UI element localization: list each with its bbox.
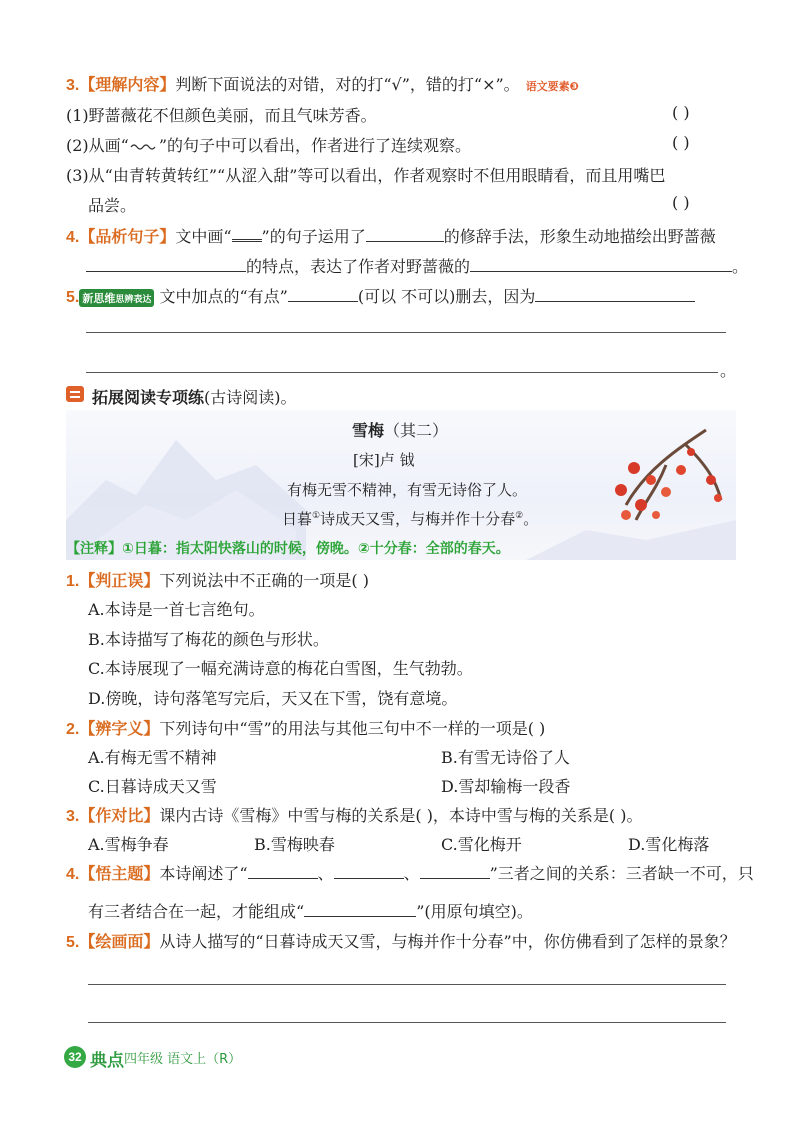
- poem-author: [宋]卢 钺: [353, 451, 415, 469]
- poem-line-blank[interactable]: [304, 901, 416, 917]
- brand-logo: 典点: [90, 1051, 124, 1071]
- question-text: 判断下面说法的对错，对的打“√”，错的打“×”。: [175, 75, 520, 94]
- q5-pre: 文中加点的“有点”: [159, 287, 288, 306]
- question-tag: 【理解内容】: [79, 77, 176, 94]
- element-blank-2[interactable]: [334, 863, 404, 879]
- option-d[interactable]: D.雪却输梅一段香: [441, 777, 571, 796]
- new-thinking-badge: 新思维思辨表达: [79, 289, 154, 307]
- question-3-header: [66, 72, 581, 95]
- poem-line-1: 有梅无雪不精神，有雪无诗俗了人。: [287, 481, 528, 499]
- answer-line[interactable]: [88, 1022, 726, 1023]
- answer-parentheses[interactable]: ( ): [672, 133, 690, 152]
- option-c[interactable]: C.日暮诗成天又雪: [88, 777, 217, 796]
- option-d[interactable]: D.雪化梅落: [628, 835, 710, 854]
- option-a[interactable]: A.本诗是一首七言绝句。: [88, 600, 265, 619]
- answer-line[interactable]: [86, 372, 718, 373]
- footer-text: 四年级 语文上（R）: [124, 1052, 242, 1067]
- q3-item-2: [66, 133, 471, 156]
- reason-blank[interactable]: [535, 286, 695, 302]
- poem-question-4: 4.【悟主题】本诗阐述了“ 、 、 ”三者之间的关系：三者缺一不可，只: [66, 864, 754, 883]
- q5-mid: (可以 不可以)删去，因为: [357, 287, 536, 306]
- option-d[interactable]: D.傍晚，诗句落笔写完后，天又在下雪，饶有意境。: [88, 689, 458, 708]
- language-element-badge: 语文要素❸: [525, 80, 580, 93]
- question-4: [66, 224, 716, 247]
- element-blank-1[interactable]: [248, 863, 318, 879]
- poem-note: 【注释】①日暮：指太阳快落山的时候，傍晚。②十分春：全部的春天。: [66, 541, 510, 557]
- q4-line2-text: 的特点，表达了作者对野蔷薇的: [246, 257, 471, 276]
- poem-title: 雪梅（其二）: [352, 421, 449, 440]
- q3-item-2-pre: (2)从画“: [66, 136, 129, 155]
- poem-line-2: 日暮①诗成天又雪，与梅并作十分春②。: [282, 510, 539, 528]
- section-title: 拓展阅读专项练(古诗阅读)。: [92, 388, 297, 407]
- poem-question-2: 2.【辨字义】下列诗句中“雪”的用法与其他三句中不一样的一项是( ): [66, 719, 546, 738]
- question-number: 4.: [66, 229, 80, 246]
- poem-question-4-line2: 有三者结合在一起，才能组成“ ”(用原句填空)。: [88, 902, 533, 921]
- question-number: 5.: [66, 289, 80, 306]
- option-a[interactable]: A.有梅无雪不精神: [88, 748, 217, 767]
- plum-branch-icon: [615, 430, 722, 520]
- double-underline-icon: [232, 226, 262, 242]
- option-c[interactable]: C.本诗展现了一幅充满诗意的梅花白雪图，生气勃勃。: [88, 659, 473, 678]
- q3-item-3-cont: 品尝。: [88, 196, 137, 215]
- can-delete-blank[interactable]: [288, 286, 358, 302]
- q4-line2: [86, 254, 748, 277]
- q5-end: 。: [720, 361, 737, 380]
- q3-item-3: (3)从“由青转黄转红”“从涩入甜”等可以看出，作者观察时不但用眼睛看，而且用嘴巴: [66, 166, 666, 185]
- option-b[interactable]: B.雪梅映春: [254, 835, 335, 854]
- q3-item-2-post: ”的句子中可以看出，作者进行了连续观察。: [158, 136, 472, 155]
- q3-item-1: (1)野蔷薇花不但颜色美丽，而且气味芳香。: [66, 106, 377, 125]
- answer-parentheses[interactable]: ( ): [672, 103, 690, 122]
- answer-line[interactable]: [88, 984, 726, 985]
- section-two-icon: [66, 386, 84, 402]
- option-b[interactable]: B.有雪无诗俗了人: [441, 748, 570, 767]
- feature-blank[interactable]: [86, 256, 246, 272]
- question-tag: 【品析句子】: [79, 229, 176, 246]
- q4-end: 。: [732, 257, 749, 276]
- q4-post: 的修辞手法，形象生动地描绘出野蔷薇: [443, 227, 716, 246]
- option-b[interactable]: B.本诗描写了梅花的颜色与形状。: [88, 630, 329, 649]
- answer-parentheses[interactable]: ( ): [672, 193, 690, 212]
- answer-line[interactable]: [86, 332, 726, 333]
- element-blank-3[interactable]: [420, 863, 490, 879]
- page-number: 32: [64, 1046, 86, 1068]
- question-number: 3.: [66, 77, 80, 94]
- q4-pre: 文中画“: [175, 227, 232, 246]
- poem-question-1: 1.【判正误】下列说法中不正确的一项是( ): [66, 571, 369, 590]
- wavy-underline-icon: [129, 142, 159, 152]
- rhetoric-blank[interactable]: [366, 226, 444, 242]
- emotion-blank[interactable]: [470, 256, 732, 272]
- q4-mid: ”的句子运用了: [261, 227, 366, 246]
- option-c[interactable]: C.雪化梅开: [441, 835, 522, 854]
- poem-question-5: 5.【绘画面】从诗人描写的“日暮诗成天又雪，与梅并作十分春”中，你仿佛看到了怎样的景象？: [66, 932, 736, 951]
- poem-question-3: 3.【作对比】课内古诗《雪梅》中雪与梅的关系是( )，本诗中雪与梅的关系是( )。: [66, 806, 643, 825]
- question-5: [66, 284, 695, 307]
- option-a[interactable]: A.雪梅争春: [88, 835, 169, 854]
